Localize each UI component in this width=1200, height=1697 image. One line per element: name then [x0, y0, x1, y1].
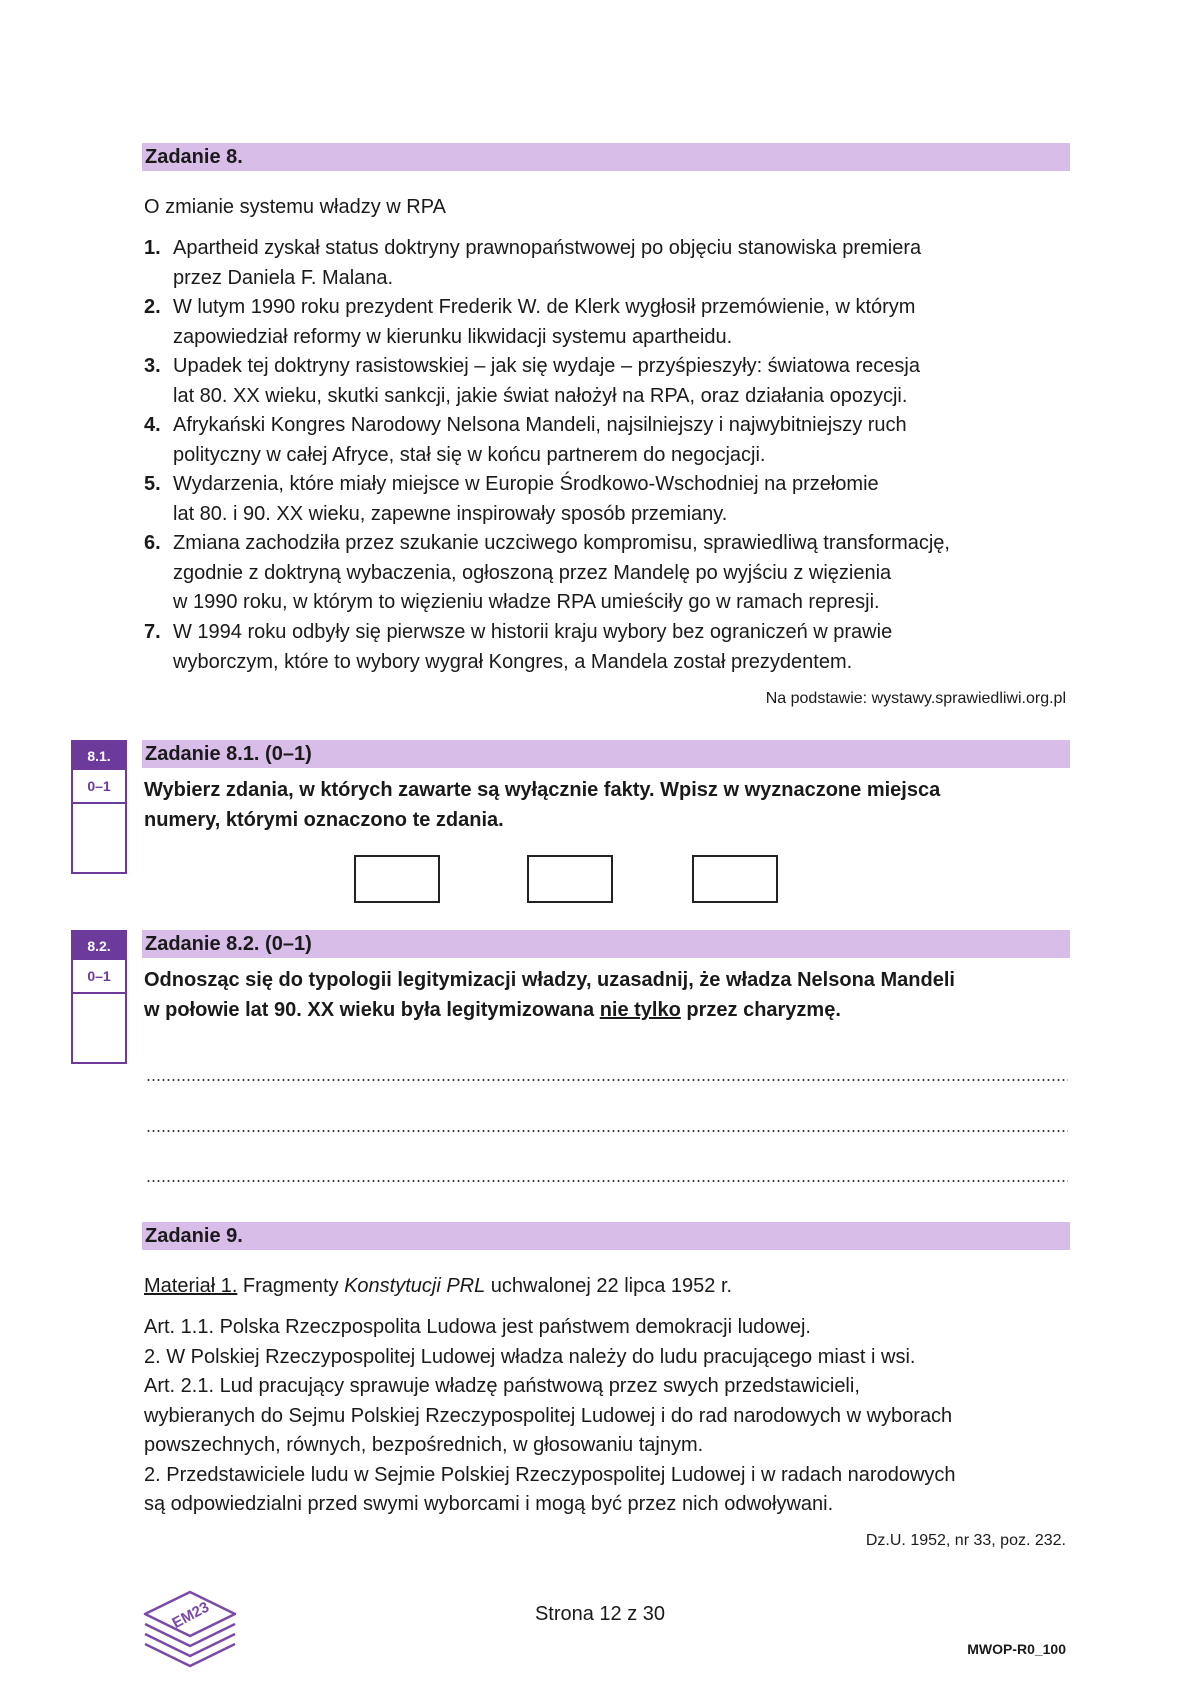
constitution-excerpt [144, 1313, 1074, 1520]
statement-4 [144, 411, 1064, 470]
logo-text: EM23 [169, 1598, 212, 1633]
material-label: Materiał 1. [144, 1275, 238, 1297]
excerpt-line: są odpowiedzialni przed swymi wyborcami i mogą być przez nich odwoływani. [144, 1493, 834, 1515]
statement-line: przez Daniela F. Malana. [173, 266, 394, 289]
material-1-title [144, 1272, 732, 1302]
statement-line: Apartheid zyskał status doktryny prawnopaństwowej po objęciu stanowiska premiera [173, 237, 922, 259]
answer-box-2[interactable] [527, 855, 613, 903]
question-underlined-text: nie tylko [599, 999, 681, 1021]
task-8-2-question [144, 965, 1074, 1025]
material-text: Fragmenty [237, 1275, 345, 1297]
answer-box-1[interactable] [354, 855, 440, 903]
statement-number: 5. [144, 473, 161, 495]
score-box-field [73, 804, 125, 864]
question-text: przez charyzmę. [680, 999, 841, 1021]
score-box-label: 8.1. [73, 742, 125, 770]
question-text: w połowie lat 90. XX wieku była legitymizowana [144, 999, 600, 1021]
answer-line-2[interactable] [146, 1129, 1068, 1133]
statement-3 [144, 352, 1064, 411]
task-8-1-score-box [71, 740, 127, 874]
statement-number: 4. [144, 414, 161, 436]
task-8-2-header: Zadanie 8.2. (0–1) [142, 930, 1070, 958]
score-box-points: 0–1 [73, 960, 125, 994]
score-box-label: 8.2. [73, 932, 125, 960]
statement-1 [144, 234, 1064, 293]
answer-line-1[interactable] [146, 1078, 1068, 1082]
question-line: numery, którymi oznaczono te zdania. [144, 809, 504, 831]
statement-line: lat 80. XX wieku, skutki sankcji, jakie świat nałożył na RPA, oraz działania opozycji. [173, 384, 908, 407]
statement-line: Wydarzenia, które miały miejsce w Europie Środkowo-Wschodniej na przełomie [173, 473, 879, 495]
answer-line-3[interactable] [146, 1179, 1068, 1183]
task-9-header: Zadanie 9. [142, 1222, 1070, 1250]
task-8-intro: O zmianie systemu władzy w RPA [144, 196, 446, 218]
task-8-header: Zadanie 8. [142, 143, 1070, 171]
statement-line: wyborczym, które to wybory wygrał Kongres, a Mandela został prezydentem. [173, 650, 853, 673]
answer-box-3[interactable] [692, 855, 778, 903]
statement-line: Zmiana zachodziła przez szukanie uczciwego kompromisu, sprawiedliwą transformację, [173, 532, 950, 554]
excerpt-line: powszechnych, równych, bezpośrednich, w głosowaniu tajnym. [144, 1434, 704, 1456]
em23-logo [140, 1588, 240, 1668]
question-line: Wybierz zdania, w których zawarte są wyłącznie fakty. Wpisz w wyznaczone miejsca [144, 779, 941, 801]
task-9-source: Dz.U. 1952, nr 33, poz. 232. [865, 1532, 1066, 1549]
statement-line: polityczny w całej Afryce, stał się w końcu partnerem do negocjacji. [173, 443, 766, 466]
statement-line: lat 80. i 90. XX wieku, zapewne inspirowały sposób przemiany. [173, 502, 728, 525]
statement-number: 2. [144, 296, 161, 318]
excerpt-line: wybieranych do Sejmu Polskiej Rzeczypospolitej Ludowej i do rad narodowych w wyborach [144, 1404, 953, 1427]
excerpt-line: Art. 2.1. Lud pracujący sprawuje władzę państwową przez swych przedstawicieli, [144, 1375, 860, 1397]
statement-line: zgodnie z doktryną wybaczenia, ogłoszoną przez Mandelę po wyjściu z więzienia [173, 561, 892, 584]
document-code: MWOP-R0_100 [967, 1641, 1066, 1657]
task-8-2-score-box [71, 930, 127, 1064]
material-italic-text: Konstytucji PRL [344, 1275, 486, 1297]
question-line [144, 995, 1074, 1025]
page-number: Strona 12 z 30 [534, 1603, 666, 1625]
statement-line: Afrykański Kongres Narodowy Nelsona Mandeli, najsilniejszy i najwybitniejszy ruch [173, 414, 907, 436]
task-8-source: Na podstawie: wystawy.sprawiedliwi.org.pl [765, 690, 1066, 707]
logo-icon [140, 1588, 240, 1668]
statement-number: 7. [144, 621, 161, 643]
statement-line: W lutym 1990 roku prezydent Frederik W. de Klerk wygłosił przemówienie, w którym [173, 296, 916, 318]
statement-line: Upadek tej doktryny rasistowskiej – jak się wydaje – przyśpieszyły: światowa recesja [173, 355, 920, 377]
statement-number: 1. [144, 237, 161, 259]
excerpt-line: 2. W Polskiej Rzeczypospolitej Ludowej władza należy do ludu pracującego miast i wsi. [144, 1345, 916, 1368]
statement-line: w 1990 roku, w którym to więzieniu władze RPA umieściły go w ramach represji. [173, 591, 880, 613]
task-8-1-question [144, 775, 1074, 835]
score-box-points: 0–1 [73, 770, 125, 804]
statement-line: W 1994 roku odbyły się pierwsze w historii kraju wybory bez ograniczeń w prawie [173, 621, 893, 643]
statement-number: 6. [144, 532, 161, 554]
excerpt-line: Art. 1.1. Polska Rzeczpospolita Ludowa jest państwem demokracji ludowej. [144, 1316, 811, 1338]
statement-line: zapowiedział reformy w kierunku likwidacji systemu apartheidu. [173, 325, 733, 348]
statement-6 [144, 529, 1064, 618]
excerpt-line: 2. Przedstawiciele ludu w Sejmie Polskiej Rzeczypospolitej Ludowej i w radach narodowych [144, 1463, 956, 1486]
score-box-field [73, 994, 125, 1054]
statement-7 [144, 618, 1064, 677]
statement-number: 3. [144, 355, 161, 377]
statement-2 [144, 293, 1064, 352]
statement-5 [144, 470, 1064, 529]
question-line: Odnosząc się do typologii legitymizacji władzy, uzasadnij, że władza Nelsona Mandeli [144, 969, 955, 991]
material-text: uchwalonej 22 lipca 1952 r. [485, 1275, 733, 1297]
task-8-1-header: Zadanie 8.1. (0–1) [142, 740, 1070, 768]
